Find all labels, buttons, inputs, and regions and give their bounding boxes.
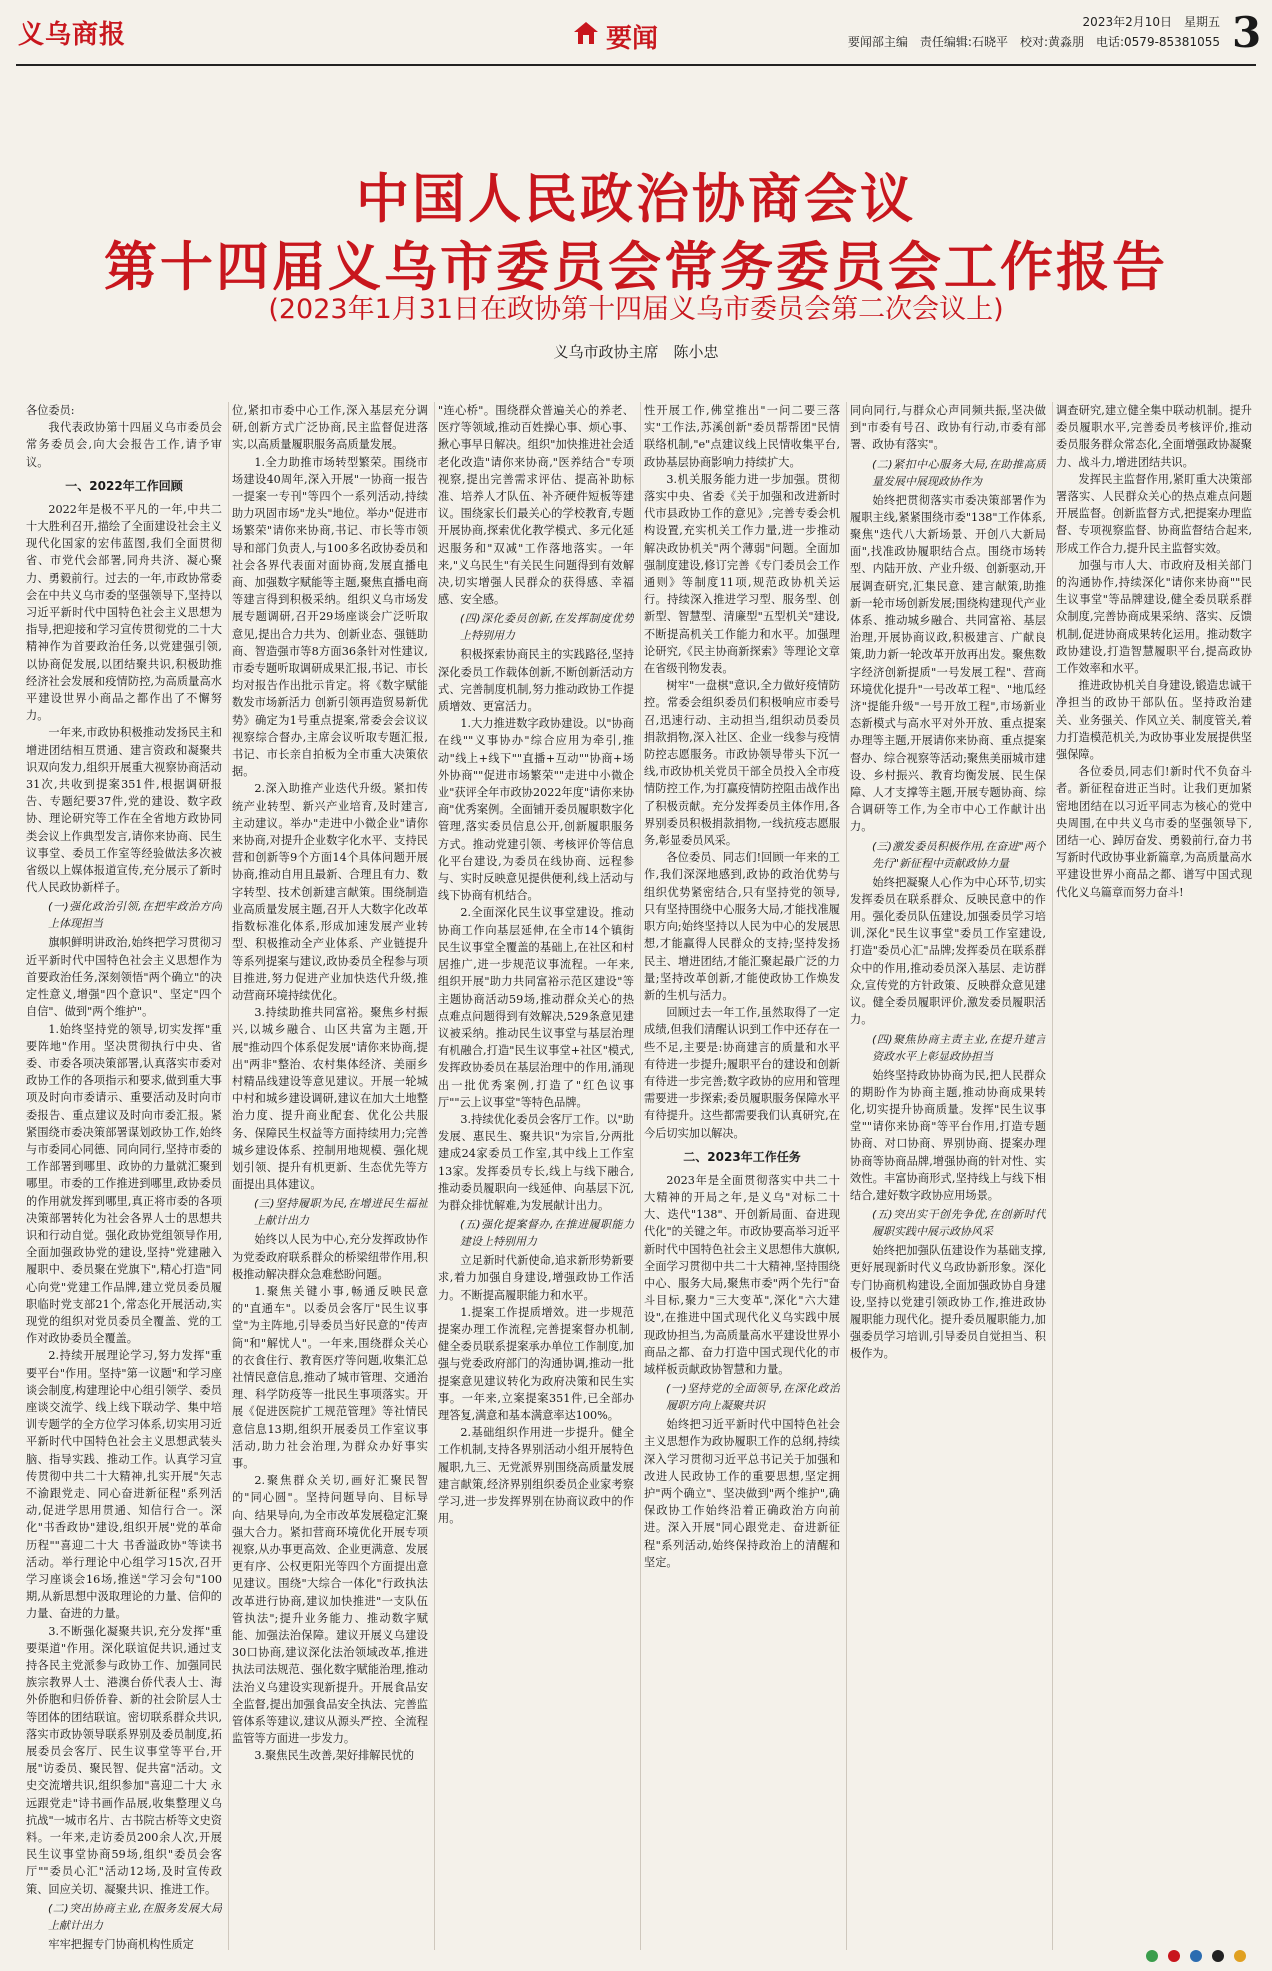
paragraph: 3.不断强化凝聚共识,充分发挥"重要渠道"作用。深化联谊促共识,通过支持各民主党派参与政协工作、加强同民族宗教界人士、港澳台侨代表人士、海外侨胞和归侨侨眷、新的社会阶层人士等团体的团结联谊。密切联系群众共识,落实市政协领导联系界别及委员制度,拓展委员会客厅、民生议事堂等平台,开展"访委员、聚民智、促共富"活动。文史交流增共识,组织参加"喜迎二十大 永远跟党走"诗书画作品展,收集整理义乌抗战"一城市名片、古书院古桥等文史资料。一年来,走访委员200余人次,开展民生议事堂协商59场,组织"委员会客厅""委员心汇"活动12场,及时宣传政策、回应关切、凝聚共识、推进工作。	[26, 1624, 222, 1896]
publication-info	[820, 12, 1220, 52]
paragraph: 牢牢把握专门协商机构性质定	[48, 1937, 194, 1950]
issue-date: 2023年2月10日 星期五	[1082, 15, 1220, 29]
paragraph: 2023年是全面贯彻落实中共二十大精神的开局之年,是义乌"对标二十大、迭代"138"、开创新局面、奋进现代化"的关键之年。市政协要高举习近平新时代中国特色社会主义思想伟大旗帜,全面学习贯彻中共二十大精神,坚持围绕中心、服务大局,聚焦市委"两个先行"奋斗目标,聚力"三大变革",深化"六大建设",在推进中国式现代化义乌实践中展现政协担当,为高质量高水平建设世界小商品之都、奋力打造中国式现代化的市域样板贡献政协智慧和力量。	[644, 1173, 840, 1376]
paragraph: 3.聚焦民生改善,架好排解民忧的	[254, 1749, 415, 1763]
paper-logo: 义乌商报	[18, 20, 127, 50]
subsection-heading: (一)坚持党的全面领导,在深化政治履职方向上凝聚共识	[666, 1382, 840, 1413]
subsection-heading: (五)强化提案督办,在推进履职能力建设上特别用力	[460, 1218, 634, 1249]
greeting: 各位委员:	[26, 404, 75, 417]
paragraph: 加强与市人大、市政府及相关部门的沟通协作,持续深化"请你来协商""民生议事堂"等品牌建设,健全委员联系群众制度,完善协商成果采纳、落实、反馈机制,促进协商成果转化运用。推动数字政协建设,打造智慧履职平台,提高政协工作效率和水平。	[1056, 558, 1252, 676]
subsection-heading: (二)突出协商主业,在服务发展大局上献计出力	[48, 1901, 222, 1932]
text-column-2	[232, 402, 428, 1950]
column-divider	[1052, 402, 1053, 1950]
paragraph: 我代表政协第十四届义乌市委员会常务委员会,向大会报告工作,请予审议。	[26, 421, 222, 469]
subsection-heading: (五)突出实干创先争优,在创新时代履职实践中展示政协风采	[872, 1208, 1046, 1239]
paragraph: 各位委员,同志们!新时代不负奋斗者。新征程奋进正当时。让我们更加紧密地团结在以习近平同志为核心的党中央周围,在中共义乌市委的坚强领导下,团结一心、踔厉奋发、勇毅前行,奋力书写新时代政协事业新篇章,为高质量高水平建设世界小商品之都、谱写中国式现代化义乌篇章而努力奋斗!	[1056, 765, 1252, 899]
paragraph: 2.持续开展理论学习,努力发挥"重要平台"作用。坚持"第一议题"和学习座谈会制度,构建理论中心组引领学、委员座谈交流学、线上线下联动学、集中培训专题学的全方位学习体系,切实用习近平新时代中国特色社会主义思想武装头脑、指导实践、推动工作。认真学习宣传贯彻中共二十大精神,扎实开展"矢志不渝跟党走、同心奋进新征程"系列活动,促进学思用贯通、知信行合一。深化"书香政协"建设,组织开展"党的革命历程""喜迎二十大 书香溢政协"等读书活动。举行理论中心组学习15次,召开学习座谈会16场,推送"学习会句"100期,从新思想中汲取理论的力量、信仰的力量、奋进的力量。	[26, 1349, 222, 1621]
paragraph: 旗帜鲜明讲政治,始终把学习贯彻习近平新时代中国特色社会主义思想作为首要政治任务,深刻领悟"两个确立"的决定性意义,增强"四个意识"、坚定"四个自信"、做到"两个维护"。	[26, 936, 222, 1019]
paragraph: 2.基础组织作用进一步提升。健全工作机制,支持各界别活动小组开展特色履职,九三、无党派界别围绕高质量发展建言献策,经济界别组织委员企业家考察学习,进一步发挥界别在协商议政中的作用。	[438, 1426, 634, 1526]
paragraph: 推进政协机关自身建设,锻造忠诚干净担当的政协干部队伍。坚持政治建关、业务强关、作风立关、制度管关,着力打造模范机关,为政协事业发展提供坚强保障。	[1056, 679, 1252, 762]
headline-subtitle: (2023年1月31日在政协第十四届义乌市委员会第二次会议上)	[268, 294, 1004, 325]
subsection-heading: (四)聚焦协商主责主业,在提升建言资政水平上彰显政协担当	[872, 1032, 1046, 1063]
footer-social-icons	[1144, 1948, 1254, 1964]
wechat-icon	[1146, 1950, 1158, 1962]
paragraph: 发挥民主监督作用,紧盯重大决策部署落实、人民群众关心的热点难点问题开展监督。创新监督方式,把提案办理监督、专项视察监督、协商监督结合起来,形成工作合力,提升民主监督实效。	[1056, 472, 1252, 555]
subsection-heading: (三)激发委员积极作用,在奋进"两个先行"新征程中贡献政协力量	[872, 839, 1046, 870]
paragraph: 始终把习近平新时代中国特色社会主义思想作为政协履职工作的总纲,持续深入学习贯彻习近平总书记关于加强和改进人民政协工作的重要思想,坚定拥护"两个确立"、坚决做到"两个维护",确保政协工作始终沿着正确政治方向前进。深入开展"同心跟党走、奋进新征程"系列活动,始终保持政治上的清醒和坚定。	[644, 1418, 840, 1569]
column-divider	[640, 402, 641, 1950]
paragraph: 3.持续助推共同富裕。聚焦乡村振兴,以城乡融合、山区共富为主题,开展"推动四个体系促发展"请你来协商,提出"两非"整治、农村集体经济、美丽乡村精品线建设等意见建议。开展一轮城中村和城乡建设调研,建议在加大土地整治力度、提升商业配套、优化公共服务、保障民生权益等方面持续用力;完善城乡建设体系、控制用地规模、强化规划引领、提升有机更新、生态优先等方面提出具体建议。	[232, 1006, 428, 1192]
paragraph: 调查研究,建立健全集中联动机制。提升委员履职水平,完善委员考核评价,推动委员服务群众常态化,全面增强政协凝聚力、战斗力,增进团结共识。	[1056, 404, 1252, 469]
paragraph: 同向同行,与群众心声同频共振,坚决做到"市委有号召、政协有行动,市委有部署、政协有落实"。	[850, 404, 1046, 452]
column-divider	[228, 402, 229, 1950]
page-number: 3	[1232, 8, 1262, 57]
paragraph: 2.深入助推产业迭代升级。紧扣传统产业转型、新兴产业培育,及时建言,主动建议。举办"走进中小微企业"请你来协商,对提升企业数字化水平、支持民营和创新等9个方面14个具体问题开展协商,推动自用且最新、合理且有力、数字转型、技术创新建言献策。围绕制造业高质量发展主题,召开人大数字化改革指数标准化体系,形成加速发展产业转型、积极推动全产业体系、产业链提升等系列提案与建议,政协委员全程参与项目推进,努力促进产业加快迭代升级,推动营商环境持续优化。	[232, 782, 428, 1002]
subsection-heading: (二)紧扣中心服务大局,在助推高质量发展中展现政协作为	[872, 457, 1046, 488]
paragraph: 2.聚焦群众关切,画好汇聚民智的"同心圆"。坚持问题导向、目标导向、结果导向,为全市改革发展稳定汇聚强大合力。紧扣营商环境优化开展专项视察,从办事更高效、企业更满意、发展更有序、公权更阳光等四个方面提出意见建议。围绕"大综合一体化"行政执法改革进行协商,建议加快推进"一支队伍管执法";提升业务能力、推动数字赋能、加强法治保障。建议开展义乌建设30口协商,建议深化法治领域改革,推进执法司法规范、强化数字赋能治理,推动法治义乌建设实现新提升。开展食品安全监督,提出加强食品安全执法、完善监管体系等建议,建议从源头严控、全流程监管等方面进一步发力。	[232, 1474, 428, 1746]
column-divider	[846, 402, 847, 1950]
subsection-heading: (一)强化政治引领,在把牢政治方向上体现担当	[48, 900, 222, 931]
header-rule	[16, 64, 1256, 66]
paragraph: 2022年是极不平凡的一年,中共二十大胜利召开,描绘了全面建设社会主义现代化国家的宏伟蓝图,我们全面贯彻省、市党代会部署,同舟共济、凝心聚力、勇毅前行。过去的一年,市政协常委会在中共义乌市委的坚强领导下,坚持以习近平新时代中国特色社会主义思想为指导,把迎接和学习宣传贯彻党的二十大精神作为首要政治任务,以党建强引领,以协商促发展,以团结聚共识,积极助推经济社会发展和疫情防控,为高质量高水平建设世界小商品之都作出了不懈努力。	[26, 502, 222, 723]
paragraph: 始终把贯彻落实市委决策部署作为履职主线,紧紧围绕市委"138"工作体系,聚焦"迭代八大新场景、开创八大新局面",找准政协履职结合点。围绕市场转型、内陆开放、产业升级、创新驱动,开展调查研究,汇集民意、建言献策,助推新一轮市场创新发展;围绕构建现代产业体系、推动城乡融合、共同富裕、基层治理,开展协商议政,积极建言、广献良策,助力新一轮改革开放再出发。聚焦数字经济创新提质"一号发展工程"、营商环境优化提升"一号改革工程"、"地瓜经济"提能升级"一号开放工程",市场新业态新模式与高水平对外开放、重点提案办理等主题,开展请你来协商、重点提案督办、综合视察等活动;聚焦美丽城市建设、乡村振兴、教育均衡发展、民生保障、人才支撑等主题,开展专题协商、综合调研等工作,为全市中心工作献计出力。	[850, 493, 1046, 834]
paragraph: "连心桥"。围绕群众普遍关心的养老、医疗等领域,推动百姓操心事、烦心事、揪心事早日解决。组织"加快推进社会适老化改造"请你来协商,"医养结合"专项视察,提出完善需求评估、提高补助标准、培养人才队伍、补齐硬件短板等建议。围绕家长们最关心的学校教育,专题开展协商,探索优化教学模式、多元化延迟服务和"双减"工作落地落实。一年来,"义乌民生"有关民生问题得到有效解决,切实增强人民群众的获得感、幸福感、安全感。	[438, 404, 634, 607]
party-emblem-icon	[572, 20, 600, 46]
paragraph: 3.机关服务能力进一步加强。贯彻落实中央、省委《关于加强和改进新时代市县政协工作的意见》,完善专委会机构设置,充实机关工作力量,进一步推动解决政协机关"两个薄弱"问题。全面加强制度建设,修订完善《专门委员会工作通则》等制度11项,规范政协机关运行。持续深入推进学习型、服务型、创新型、智慧型、清廉型"五型机关"建设,不断提高机关工作能力和水平。加强理论研究,《民主协商新探索》等理论文章在省级刊物发表。	[644, 472, 840, 676]
section-heading: 二、2023年工作任务	[683, 1149, 801, 1164]
paragraph: 积极探索协商民主的实践路径,坚持深化委员工作载体创新,不断创新活动方式、完善制度机制,努力推动政协工作提质增效、更富活力。	[438, 648, 634, 714]
section-heading: 一、2022年工作回顾	[65, 478, 183, 493]
byline: 义乌市政协主席 陈小忠	[553, 343, 719, 361]
paragraph: 始终以人民为中心,充分发挥政协作为党委政府联系群众的桥梁纽带作用,积极推动解决群众急难愁盼问题。	[232, 1233, 428, 1281]
paragraph: 1.大力推进数字政协建设。以"协商在线""义事协办"综合应用为牵引,推动"线上+线下""直播+互动""协商+场外协商""促进市场繁荣""走进中小微企业"获评全年市政协2022年度"请你来协商"优秀案例。全面铺开委员履职数字化管理,落实委员信息公开,创新履职服务方式。推动党建引领、考核评价等信息化平台建设,为委员在线协商、远程参与、实时反映意见提供便利,线上活动与线下协商有机结合。	[438, 717, 634, 903]
text-column-1	[26, 402, 222, 1950]
subsection-heading: (三)坚持履职为民,在增进民生福祉上献计出力	[254, 1197, 428, 1228]
weibo-icon	[1168, 1950, 1180, 1962]
paragraph: 位,紧扣市委中心工作,深入基层充分调研,创新方式广泛协商,民主监督促进落实,以高质量履职服务高质量发展。	[232, 404, 428, 452]
text-column-5	[850, 402, 1046, 1950]
text-column-3	[438, 402, 634, 1950]
paragraph: 始终把加强队伍建设作为基础支撑,更好展现新时代义乌政协新形象。深化专门协商机构建设,全面加强政协自身建设,坚持以党建引领政协工作,推进政协履职能力现代化。提升委员履职能力,加强委员学习培训,引导委员自觉担当、积极作为。	[850, 1244, 1046, 1361]
paragraph: 性开展工作,佛堂推出"一问二要三落实"工作法,苏溪创新"委员帮帮团"民情联络机制,"e"点建议线上民情收集平台,政协基层协商影响力持续扩大。	[644, 404, 840, 469]
paragraph: 1.始终坚持党的领导,切实发挥"重要阵地"作用。坚决贯彻执行中央、省委、市委各项决策部署,认真落实市委对政协工作的各项指示和要求,做到重大事项及时向市委请示、重要活动及时向市委报告、重点建议及时向市委汇报。紧紧围绕市委决策部署谋划政协工作,始终与市委同心同德、同向同行,坚持市委的工作部署到哪里、政协的力量就汇聚到哪里。市委的工作推进到哪里,政协委员的作用就发挥到哪里,真正将市委的各项决策部署转化为社会各界人士的思想共识和行动自觉。强化政协党组领导作用,全面加强政协党的建设,坚持"党建融入履职中、委员聚在党旗下",精心打造"同心向党"党建工作品牌,建立党员委员履职临时党支部21个,常态化开展活动,实现党的组织对党员委员全覆盖、党的工作对政协委员全覆盖。	[26, 1022, 222, 1346]
paragraph: 树牢"一盘棋"意识,全力做好疫情防控。常委会组织委员们积极响应市委号召,迅速行动、主动担当,组织动员委员捐款捐物,深入社区、企业一线参与疫情防控志愿服务。市政协领导带头下沉一线,市政协机关党员干部全员投入全市疫情防控工作,为打赢疫情防控阻击战作出了积极贡献。充分发挥委员主体作用,各界别委员积极捐款捐物,一线抗疫志愿服务,彰显委员风采。	[644, 679, 840, 848]
paragraph: 始终坚持政协协商为民,把人民群众的期盼作为协商主题,推动协商成果转化,切实提升协商质量。发挥"民生议事堂""请你来协商"等平台作用,打造专题协商、对口协商、界别协商、提案办理协商等协商品牌,增强协商的针对性、实效性。丰富协商形式,坚持线上与线下相结合,建好数字政协应用场景。	[850, 1068, 1046, 1202]
masthead	[0, 0, 1272, 66]
paragraph: 2.全面深化民生议事堂建设。推动协商工作向基层延伸,在全市14个镇街民生议事堂全覆盖的基础上,在社区和村居推广,进一步规范议事流程。一年来,组织开展"助力共同富裕示范区建设"等主题协商活动59场,推动群众关心的热点难点问题得到有效解决,529条意见建议被采纳。推动民生议事堂与基层治理有机融合,打造"民生议事堂+社区"模式,发挥政协委员在基层治理中的作用,涌现出一批优秀案例,打造了"红色议事厅""云上议事堂"等特色品牌。	[438, 906, 634, 1109]
paragraph: 1.全力助推市场转型繁荣。围绕市场建设40周年,深入开展"一协商一报告一提案一专刊"等四个一系列活动,持续助力巩固市场"龙头"地位。举办"促进市场繁荣"请你来协商,书记、市长等市领导和部门负责人,与100多名政协委员和社会各界代表面对面协商,发展直播电商、加强数字赋能等主题,聚焦直播电商等建言得到积极采纳。组织义乌市场发展专题调研,召开29场座谈会广泛听取意见,提出合力共为、创新业态、强链助商、智造强市等8方面36条针对性建议,市委专题听取调研成果汇报,书记、市长均对报告作出批示肯定。将《数字赋能数发市场新活力 创新引领再造贸易新优势》确定为1号重点提案,常委会会议议视察综合督办,主席会议听取专题汇报,书记、市长亲自拍板为全市重大决策依据。	[232, 455, 428, 779]
column-divider	[434, 402, 435, 1950]
headline-line-2: 第十四届义乌市委员会常务委员会工作报告	[104, 237, 1168, 298]
paragraph: 一年来,市政协积极推动发扬民主和增进团结相互贯通、建言资政和凝聚共识双向发力,组织开展重大视察协商活动31次,共收到提案351件,根据调研报告、专题纪要37件,党的建设、数字政协、理论研究等工作在全省地方政协同类会议上作典型发言,请你来协商、民生议事堂、委员工作室等经验做法多次被省级以上媒体报道宣传,充分展示了新时代人民政协新样子。	[26, 726, 222, 895]
paragraph: 始终把凝聚人心作为中心环节,切实发挥委员在联系群众、反映民意中的作用。强化委员队伍建设,加强委员学习培训,深化"民生议事堂"委员工作室建设,打造"委员心汇"品牌;发挥委员在联系群众中的作用,推动委员深入基层、走访群众,宣传党的方针政策、反映群众意见建议。健全委员履职评价,激发委员履职活力。	[850, 875, 1046, 1027]
paragraph: 1.聚焦关键小事,畅通反映民意的"直通车"。以委员会客厅"民生议事堂"为主阵地,引导委员当好民意的"传声筒"和"解忧人"。一年来,围绕群众关心的衣食住行、教育医疗等问题,收集汇总社情民意信息,推动了城市管理、交通治理、科学防疫等一批民生事项落实。开展《促进医院扩工规范管理》等社情民意信息13期,组织开展委员工作室议事活动,助力社会治理,为群众办好事实事。	[232, 1284, 428, 1470]
subsection-heading: (四)深化委员创新,在发挥制度优势上特别用力	[460, 612, 634, 643]
paragraph: 1.提案工作提质增效。进一步规范提案办理工作流程,完善提案督办机制,健全委员联系提案承办单位工作制度,加强与党委政府部门的沟通协调,推动一批提案意见建议转化为政府决策和民生实事。一年来,立案提案351件,已全部办理答复,满意和基本满意率达100%。	[438, 1305, 634, 1422]
text-column-6	[1056, 402, 1252, 1950]
section-name: 要闻	[606, 24, 659, 54]
paragraph: 回顾过去一年工作,虽然取得了一定成绩,但我们清醒认识到工作中还存在一些不足,主要是:协商建言的质量和水平有待进一步提升;履职平台的建设和创新有待进一步完善;数字政协的应用和管理需要进一步探索;委员履职服务保障水平有待提升。这些都需要我们认真研究,在今后切实加以解决。	[644, 1006, 840, 1140]
paragraph: 各位委员、同志们!回顾一年来的工作,我们深深地感到,政协的政治优势与组织优势紧密结合,只有坚持党的领导,只有坚持围绕中心服务大局,才能找准履职方向;始终坚持以人民为中心的发展思想,才能赢得人民群众的支持;坚持发扬民主、增进团结,才能汇聚起最广泛的力量;坚持改革创新,才能使政协工作焕发新的生机与活力。	[644, 851, 840, 1002]
douyin-icon	[1212, 1950, 1224, 1962]
paragraph: 立足新时代新使命,追求新形势新要求,着力加强自身建设,增强政协工作活力。不断提高履职能力和水平。	[438, 1254, 634, 1302]
staff-credits: 要闻部主编 责任编辑:石晓平 校对:黄淼朋 电话:0579-85381055	[847, 35, 1220, 49]
paragraph: 3.持续优化委员会客厅工作。以"助发展、惠民生、聚共识"为宗旨,分两批建成24家委员工作室,其中线上工作室13家。发挥委员专长,线上与线下融合,推动委员履职向一线延伸、向基层下沉,为群众排忧解难,为发展献计出力。	[438, 1112, 634, 1212]
app-icon	[1190, 1950, 1202, 1962]
text-column-4	[644, 402, 840, 1950]
headline-line-1: 中国人民政治协商会议	[356, 169, 916, 230]
video-icon	[1234, 1950, 1246, 1962]
